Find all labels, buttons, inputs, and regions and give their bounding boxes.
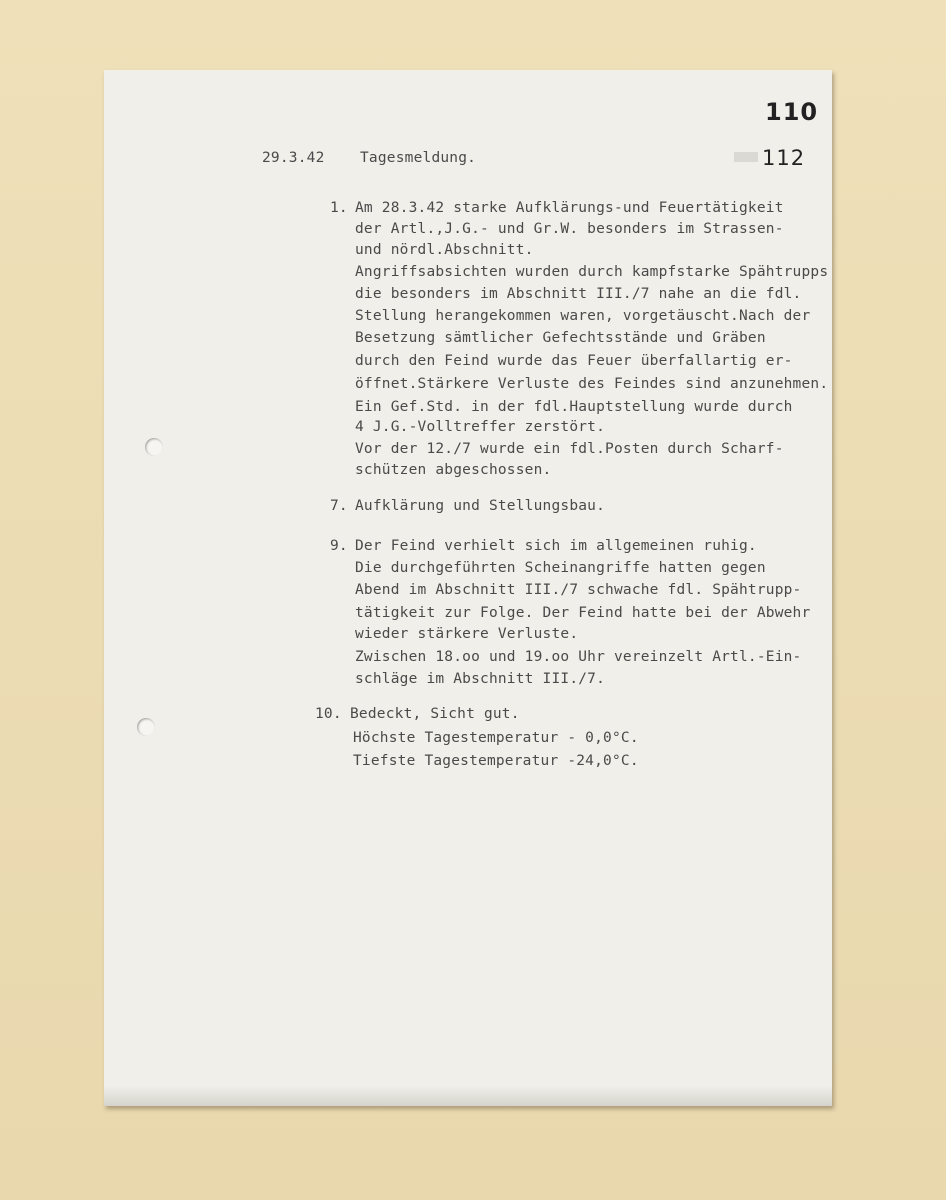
item-number: 10. [315,706,342,722]
item-number: 7. [330,498,348,514]
punch-hole-lower [137,718,155,736]
item-line: Stellung herangekommen waren, vorgetäuscht.Nach der [355,308,811,324]
item-line: Besetzung sämtlicher Gefechtsstände und Gräben [355,330,766,346]
item-line: Der Feind verhielt sich im allgemeinen ruhig. [355,538,757,554]
item-number: 9. [330,538,348,554]
item-line: die besonders im Abschnitt III./7 nahe an die fdl. [355,286,802,302]
item-line: schläge im Abschnitt III./7. [355,671,606,687]
item-line: durch den Feind wurde das Feuer überfallartig er- [355,353,793,369]
item-line: Am 28.3.42 starke Aufklärungs-und Feuertätigkeit [355,200,784,216]
item-line: Tiefste Tagestemperatur -24,0°C. [353,753,639,769]
item-line: öffnet.Stärkere Verluste des Feindes sind anzunehmen. [355,376,829,392]
item-line: der Artl.,J.G.- und Gr.W. besonders im Strassen- [355,221,784,237]
folio-stamp-top: 110 [765,98,819,126]
item-line: Abend im Abschnitt III./7 schwache fdl. Spähtrupp- [355,582,802,598]
item-line: Zwischen 18.oo und 19.oo Uhr vereinzelt Artl.-Ein- [355,649,802,665]
item-line: Bedeckt, Sicht gut. [350,706,520,722]
item-line: Höchste Tagestemperatur - 0,0°C. [353,730,639,746]
item-number: 1. [330,200,348,216]
page-edge-shadow [104,1086,832,1106]
item-line: Vor der 12./7 wurde ein fdl.Posten durch Scharf- [355,441,784,457]
item-line: schützen abgeschossen. [355,462,552,478]
item-line: Angriffsabsichten wurden durch kampfstarke Spähtrupps [355,264,829,280]
punch-hole-upper [145,438,163,456]
item-line: Aufklärung und Stellungsbau. [355,498,606,514]
item-line: tätigkeit zur Folge. Der Feind hatte bei der Abwehr [355,605,811,621]
item-line: 4 J.G.-Volltreffer zerstört. [355,419,606,435]
item-line: und nördl.Abschnitt. [355,242,534,258]
folio-stamp-bottom: 112 [762,146,806,170]
item-line: wieder stärkere Verluste. [355,626,579,642]
stamp-smudge [734,152,758,162]
item-line: Ein Gef.Std. in der fdl.Hauptstellung wurde durch [355,399,793,415]
item-line: Die durchgeführten Scheinangriffe hatten gegen [355,560,766,576]
report-date: 29.3.42 [262,150,325,166]
report-title: Tagesmeldung. [360,150,477,166]
